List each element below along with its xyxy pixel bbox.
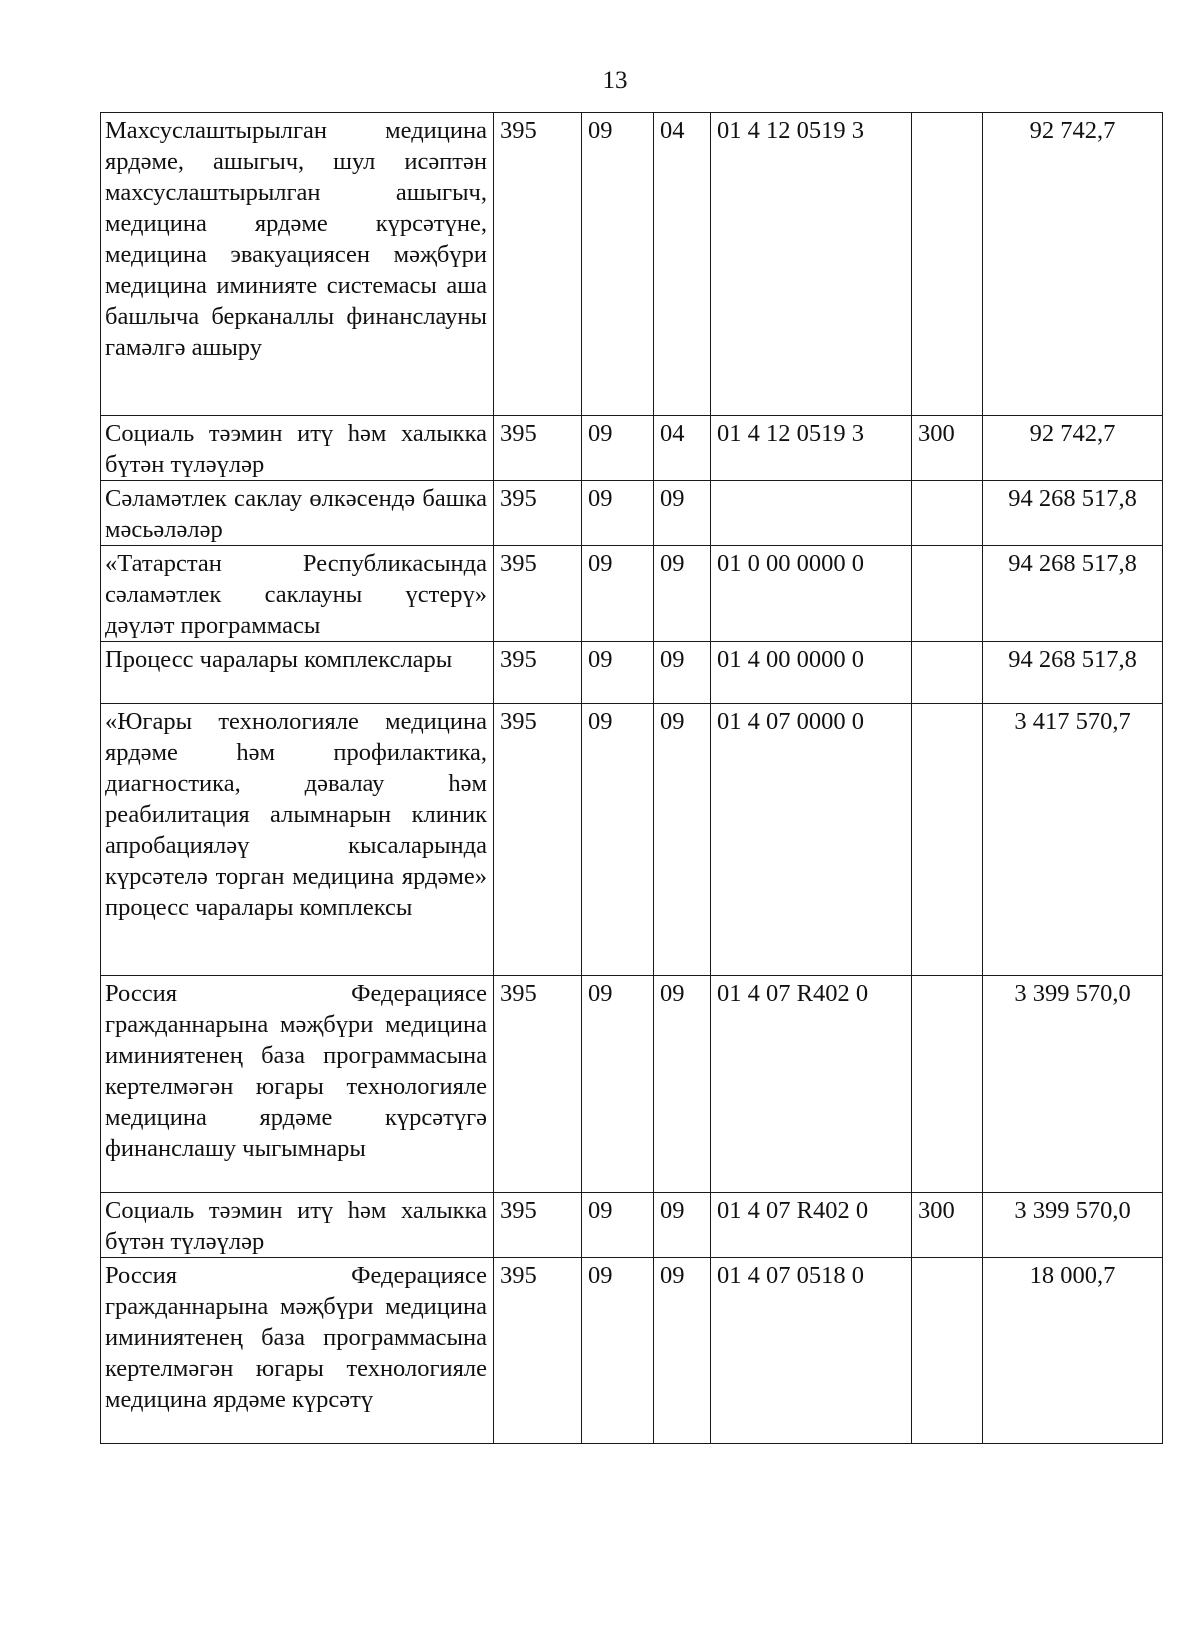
budget-table	[100, 112, 1163, 1444]
row-razdel: 09	[582, 704, 654, 976]
row-vedom: 395	[494, 1258, 582, 1444]
row-csr: 01 4 12 0519 3	[711, 113, 912, 416]
row-csr: 01 0 00 0000 0	[711, 546, 912, 642]
row-amount: 94 268 517,8	[983, 642, 1163, 704]
row-razdel: 09	[582, 546, 654, 642]
row-podrazdel: 09	[654, 1193, 711, 1258]
row-name: Процесс чаралары комплекслары	[101, 642, 494, 704]
row-razdel: 09	[582, 481, 654, 546]
row-vr	[912, 704, 983, 976]
row-podrazdel: 09	[654, 546, 711, 642]
row-vedom: 395	[494, 416, 582, 481]
row-vr: 300	[912, 416, 983, 481]
row-razdel: 09	[582, 642, 654, 704]
row-razdel: 09	[582, 416, 654, 481]
row-razdel: 09	[582, 1193, 654, 1258]
row-name: Россия Федерациясе гражданнарына мәҗбүри медицина иминиятенең база программасына кертелмәгән югары технологияле медицина ярдәме күрсәтүгә финанслашу чыгымнары	[101, 976, 494, 1193]
row-podrazdel: 09	[654, 976, 711, 1193]
row-vedom: 395	[494, 704, 582, 976]
row-amount: 18 000,7	[983, 1258, 1163, 1444]
row-csr: 01 4 12 0519 3	[711, 416, 912, 481]
row-csr: 01 4 07 0518 0	[711, 1258, 912, 1444]
row-name: «Югары технологияле медицина ярдәме һәм профилактика, диагностика, дәвалау һәм реабилитация алымнарын клиник апробацияләү кысаларында күрсәтелә торган медицина ярдәме» процесс чаралары комплексы	[101, 704, 494, 976]
row-name: Социаль тәэмин итү һәм халыкка бүтән түләүләр	[101, 1193, 494, 1258]
row-name: Социаль тәэмин итү һәм халыкка бүтән түләүләр	[101, 416, 494, 481]
row-vr	[912, 113, 983, 416]
row-podrazdel: 09	[654, 1258, 711, 1444]
row-csr	[711, 481, 912, 546]
row-name: Сәламәтлек саклау өлкәсендә башка мәсьәләләр	[101, 481, 494, 546]
row-vr: 300	[912, 1193, 983, 1258]
row-name: Махсуслаштырылган медицина ярдәме, ашыгыч, шул исәптән махсуслаштырылган ашыгыч, медицина ярдәме күрсәтүне, медицина эвакуациясен мәҗбүри медицина иминияте системасы аша башлыча берканаллы финанслауны гамәлгә ашыру	[101, 113, 494, 416]
table-row	[101, 642, 1163, 704]
row-vr	[912, 976, 983, 1193]
table-row	[101, 704, 1163, 976]
row-amount: 94 268 517,8	[983, 546, 1163, 642]
page-number: 13	[602, 67, 628, 94]
row-vedom: 395	[494, 113, 582, 416]
row-vr	[912, 481, 983, 546]
row-vr	[912, 546, 983, 642]
row-amount: 92 742,7	[983, 416, 1163, 481]
row-csr: 01 4 00 0000 0	[711, 642, 912, 704]
table-row	[101, 546, 1163, 642]
table-row	[101, 1193, 1163, 1258]
table-row	[101, 976, 1163, 1193]
row-razdel: 09	[582, 113, 654, 416]
row-podrazdel: 09	[654, 704, 711, 976]
row-vr	[912, 1258, 983, 1444]
row-podrazdel: 09	[654, 481, 711, 546]
row-name: «Татарстан Республикасында сәламәтлек саклауны үстерү» дәүләт программасы	[101, 546, 494, 642]
row-podrazdel: 04	[654, 416, 711, 481]
row-vedom: 395	[494, 546, 582, 642]
row-podrazdel: 04	[654, 113, 711, 416]
row-amount: 92 742,7	[983, 113, 1163, 416]
row-razdel: 09	[582, 976, 654, 1193]
row-amount: 94 268 517,8	[983, 481, 1163, 546]
table-row	[101, 113, 1163, 416]
row-csr: 01 4 07 R402 0	[711, 976, 912, 1193]
table-row	[101, 1258, 1163, 1444]
row-podrazdel: 09	[654, 642, 711, 704]
row-csr: 01 4 07 R402 0	[711, 1193, 912, 1258]
table-row	[101, 481, 1163, 546]
row-amount: 3 399 570,0	[983, 976, 1163, 1193]
row-vedom: 395	[494, 1193, 582, 1258]
row-vr	[912, 642, 983, 704]
row-vedom: 395	[494, 976, 582, 1193]
row-amount: 3 417 570,7	[983, 704, 1163, 976]
row-vedom: 395	[494, 642, 582, 704]
row-name: Россия Федерациясе гражданнарына мәҗбүри медицина иминиятенең база программасына кертелмәгән югары технологияле медицина ярдәме күрсәтү	[101, 1258, 494, 1444]
table-row	[101, 416, 1163, 481]
row-amount: 3 399 570,0	[983, 1193, 1163, 1258]
row-vedom: 395	[494, 481, 582, 546]
row-razdel: 09	[582, 1258, 654, 1444]
row-csr: 01 4 07 0000 0	[711, 704, 912, 976]
